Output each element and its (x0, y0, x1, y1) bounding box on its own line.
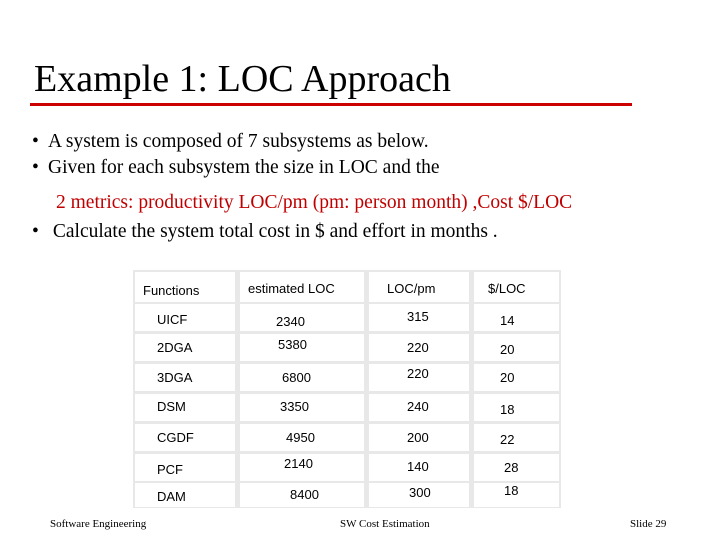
table-row-cell: UICF (135, 304, 235, 331)
table-row-cell: CGDF (135, 424, 235, 451)
bullet-mark: • (32, 221, 39, 242)
header-loc-pm: LOC/pm (369, 272, 469, 302)
table-row-cell: 200 (369, 424, 469, 451)
bullet-text: A system is composed of 7 subsystems as below. (48, 131, 429, 152)
table-row-cell: 5380 (240, 334, 364, 361)
footer-topic: SW Cost Estimation (340, 518, 430, 530)
table-row-cell: 2340 (240, 304, 364, 331)
table-row-cell: DAM (135, 483, 235, 507)
table-row-cell: 220 (369, 364, 469, 391)
loc-table (133, 270, 561, 508)
bullet-item (32, 130, 429, 154)
table-row-cell: 240 (369, 394, 469, 421)
metrics-line (56, 191, 572, 215)
table-row-cell: 18 (474, 483, 559, 507)
bullet-text: Given for each subsystem the size in LOC and the (48, 157, 440, 178)
table-row-cell: 20 (474, 364, 559, 391)
table-row-cell: 315 (369, 304, 469, 331)
table-row-cell: 22 (474, 424, 559, 451)
table-row-cell: 140 (369, 454, 469, 481)
table-row-cell: 4950 (240, 424, 364, 451)
table-row-cell: 28 (474, 454, 559, 481)
table-row-cell: 220 (369, 334, 469, 361)
bullet-item (32, 156, 440, 180)
header-estimated-loc: estimated LOC (240, 272, 364, 302)
table-row-cell: 2140 (240, 454, 364, 481)
title-underline (30, 103, 632, 106)
bullet-text: 2 metrics: productivity LOC/pm (pm: person month) ,Cost $/LOC (56, 192, 573, 213)
table-row-cell: 14 (474, 304, 559, 331)
table-row-cell: 2DGA (135, 334, 235, 361)
header-dollar-loc: $/LOC (474, 272, 559, 302)
table-row-cell: 300 (369, 483, 469, 507)
table-row-cell: DSM (135, 394, 235, 421)
header-functions: Functions (135, 272, 235, 302)
table-row-cell: 6800 (240, 364, 364, 391)
bullet-text: Calculate the system total cost in $ and effort in months . (48, 221, 498, 242)
table-row-cell: 8400 (240, 483, 364, 507)
footer-course: Software Engineering (50, 518, 147, 530)
bullet-mark: • (32, 157, 39, 178)
table-row-cell: 3350 (240, 394, 364, 421)
slide-title: Example 1: LOC Approach (34, 58, 451, 100)
table-row-cell: 18 (474, 394, 559, 421)
bullet-item (32, 220, 498, 244)
footer-slide-number: Slide 29 (630, 518, 667, 530)
table-row-cell: 3DGA (135, 364, 235, 391)
table-row-cell: 20 (474, 334, 559, 361)
table-row-cell: PCF (135, 454, 235, 481)
bullet-mark: • (32, 131, 39, 152)
